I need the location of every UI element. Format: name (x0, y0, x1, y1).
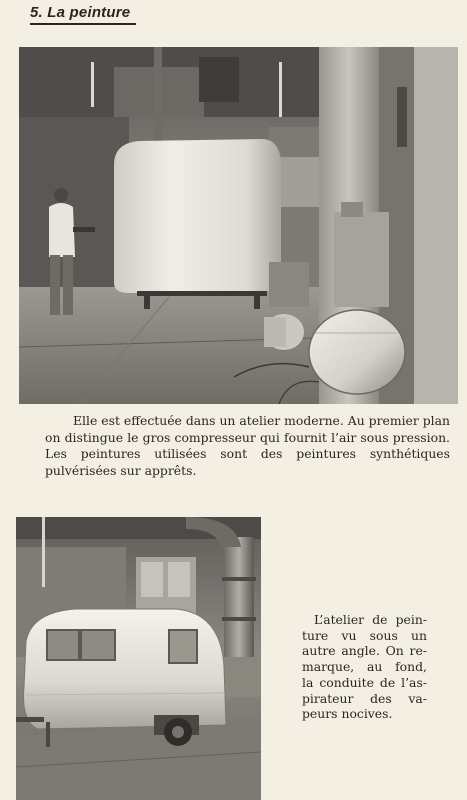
caravan-caption-line: autre angle. On re- (302, 643, 427, 659)
caravan-caption-line: peurs nocives. (302, 706, 393, 722)
page-title: 5. La peinture (30, 4, 131, 21)
caravan-photo-illustration (16, 517, 261, 800)
title-underline (30, 23, 136, 25)
workshop-photo-illustration (19, 47, 458, 404)
caravan-caption-line: marque, au fond, (302, 659, 427, 675)
caravan-caption (302, 612, 427, 722)
caravan-caption-line: ture vu sous un (302, 627, 427, 643)
workshop-photo (19, 47, 458, 404)
workshop-caption: Elle est effectuée dans un atelier moderne. Au premier plan on distingue le gros compresseur qui fournit l’air sous pression. Les peintures utilisées sont des peintures synthétiques pulvérisées sur apprêts. (45, 413, 450, 478)
caravan-caption-line: L’atelier de pein- (314, 612, 427, 627)
caravan-caption-line: la conduite de l’as- (302, 674, 427, 690)
caravan-caption-line: pirateur des va- (302, 690, 427, 706)
caravan-photo (16, 517, 261, 800)
